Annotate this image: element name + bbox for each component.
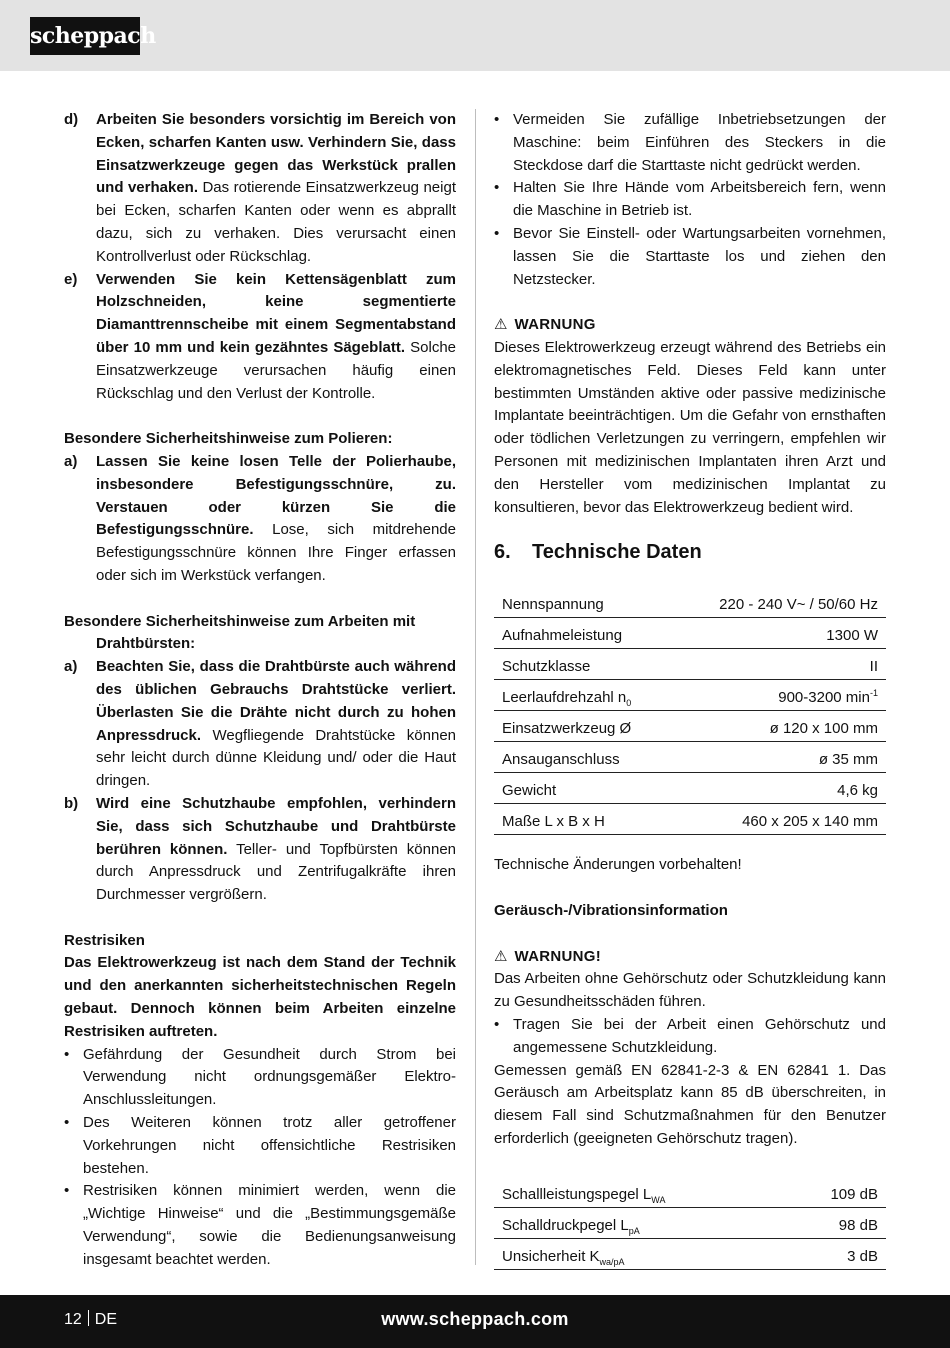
table-cell-label: Gewicht [494, 773, 672, 804]
table-cell-label: Aufnahmeleistung [494, 618, 672, 649]
table-cell-value: 220 - 240 V~ / 50/60 Hz [672, 587, 886, 618]
warning-heading [494, 946, 886, 969]
column-divider [475, 109, 476, 1265]
bullet-text: Des Weiteren können trotz aller getroffener Vorkehrungen nicht offensichtliche Restrisiken bestehen. [83, 1114, 456, 1177]
table-row [494, 618, 886, 649]
section-heading-cont: Drahtbürsten: [96, 635, 196, 653]
table-row [494, 587, 886, 618]
noise-data-table [494, 1177, 886, 1270]
warning-title: WARNUNG! [514, 947, 602, 965]
table-cell-value: 1300 W [672, 618, 886, 649]
language-code: DE [94, 1311, 118, 1328]
table-row [494, 804, 886, 835]
table-cell-label: Einsatzwerkzeug Ø [494, 711, 672, 742]
table-row [494, 711, 886, 742]
table-cell-value: 109 dB [783, 1177, 886, 1208]
table-cell-label: Schutzklasse [494, 649, 672, 680]
table-row [494, 1207, 886, 1238]
page-number-value: 12 [64, 1311, 82, 1328]
list-item [64, 656, 456, 793]
item-text: Lose, sich mitdrehende Befestigungsschnüre können Ihre Finger erfassen oder sich im Werkstück verfangen. [96, 521, 456, 584]
item-label: d) [64, 111, 79, 128]
list-item [494, 177, 886, 223]
list-item [494, 109, 886, 177]
item-text: Wegfliegende Drahtstücke können sehr leicht durch dünne Kleidung und/ oder die Haut dringen. [96, 726, 456, 790]
item-text: Teller- und Topfbürsten können durch Anpressdruck und Zentrifugalkräfte ihren Durchmesser vergrößern. [96, 840, 457, 904]
item-bold-text: Wird eine Schutzhaube empfohlen, verhindern Sie, dass sich Schutzhaube und Drahtbürste berühren können. [96, 794, 456, 858]
table-row [494, 1177, 886, 1208]
bullet-icon: • [494, 179, 500, 197]
section-heading: Besondere Sicherheitshinweise zum Arbeiten mit [64, 612, 416, 630]
item-bold-text: Beachten Sie, dass die Drahtbürste auch während des üblichen Gebrauchs Drahtstücke verliert. Überlasten Sie die Drähte nicht durch zu hohen Anpressdruck. [96, 658, 456, 744]
list-item [64, 1112, 456, 1180]
table-cell-value: 900-3200 $\min^{-1}$ [672, 680, 886, 711]
warning-icon: ⚠ [494, 316, 508, 334]
section-heading: Besondere Sicherheitshinweise zum Polieren: [64, 430, 393, 448]
table-cell-label: Unsicherheit $K_{wa/pA}$ [494, 1238, 783, 1269]
list-item [64, 793, 456, 907]
table-cell-label: Schallleistungspegel $L_{WA}$ [494, 1177, 783, 1208]
table-cell-value: ø 120 x 100 mm [672, 711, 886, 742]
item-label: b) [64, 794, 79, 812]
page-header [0, 0, 950, 71]
list-item [64, 269, 456, 406]
restrisiken-intro: Das Elektrowerkzeug ist nach dem Stand der Technik und den anerkannten sicherheitstechnischen Regeln gebaut. Dennoch können beim Arbeiten einzelne Restrisiken auftreten. [64, 954, 456, 1040]
table-cell-label: Leerlaufdrehzahl $n_0$ [494, 680, 672, 711]
scheppach-logo: scheppach [30, 17, 140, 55]
measurement-text: Gemessen gemäß EN 62841-2-3 & EN 62841 1. Das Geräusch am Arbeitsplatz kann 85 dB überschreiten, in diesem Fall sind Schutzmaßnahmen für den Benutzer erforderlich (geeigneten Gehörschutz tragen). [494, 1061, 886, 1147]
warning-heading [494, 314, 886, 337]
table-cell-value: ø 35 mm [672, 742, 886, 773]
right-column [494, 109, 886, 1270]
section-heading: Restrisiken [64, 931, 145, 949]
warning-text: Das Arbeiten ohne Gehörschutz oder Schutzkleidung kann zu Gesundheitsschäden führen. [494, 970, 886, 1011]
item-label: a) [64, 658, 78, 676]
bullet-icon: • [494, 224, 500, 242]
section-title [494, 539, 886, 565]
page-footer [0, 1295, 950, 1348]
list-item [64, 451, 456, 588]
left-column [64, 109, 456, 1272]
table-cell-value: 460 x 205 x 140 mm [672, 804, 886, 835]
warning-title: WARNUNG [514, 316, 596, 334]
bullet-text: Bevor Sie Einstell- oder Wartungsarbeiten vornehmen, lassen Sie die Starttaste los und ziehen den Netzstecker. [513, 224, 886, 288]
website-link[interactable]: www.scheppach.com [381, 1309, 569, 1329]
list-item [64, 1044, 456, 1112]
table-cell-label: Maße L x B x H [494, 804, 672, 835]
list-item [494, 223, 886, 291]
item-bold-text: Arbeiten Sie besonders vorsichtig im Bereich von Ecken, scharfen Kanten usw. Verhindern Sie, dass Einsatzwerkzeuge gegen das Werkstück prallen und verhaken. [96, 111, 456, 197]
table-cell-label: Schalldruckpegel $L_{pA}$ [494, 1207, 783, 1238]
table-row [494, 742, 886, 773]
table-row [494, 649, 886, 680]
section-number: 6. [494, 541, 511, 564]
bullet-icon: • [494, 1015, 500, 1033]
noise-heading: Geräusch-/Vibrationsinformation [494, 901, 728, 919]
bullet-text: Gefährdung der Gesundheit durch Strom bei Verwendung nicht ordnungsgemäßer Elektro-Anschlussleitungen. [83, 1045, 456, 1109]
item-text: Das rotierende Einsatzwerkzeug neigt bei Ecken, scharfen Kanten oder wenn es abprallt dazu, sich zu verhaken. Dies verursacht einen Kontrollverlust oder Rückschlag. [96, 179, 456, 265]
table-row [494, 680, 886, 711]
bullet-text: Tragen Sie bei der Arbeit einen Gehörschutz und angemessene Schutzkleidung. [513, 1015, 886, 1056]
item-text: Solche Einsatzwerkzeuge verursachen häufig einen Rückschlag und den Verlust der Kontrolle. [96, 338, 456, 402]
table-row [494, 1238, 886, 1269]
table-cell-value: 98 dB [783, 1207, 886, 1238]
list-item [494, 1014, 886, 1060]
table-cell-value: 4,6 kg [672, 773, 886, 804]
table-cell-label: Ansauganschluss [494, 742, 672, 773]
warning-icon: ⚠ [494, 947, 508, 965]
section-title-text: Technische Daten [532, 541, 702, 564]
bullet-text: Restrisiken können minimiert werden, wenn die „Wichtige Hinweise“ und die „Bestimmungsgemäße Verwendung“, sowie die Bedienungsanweisung insgesamt beachtet werden. [83, 1182, 456, 1268]
list-item [64, 1180, 456, 1271]
table-cell-value: 3 dB [783, 1238, 886, 1269]
tech-data-table [494, 587, 886, 835]
item-label: a) [64, 452, 78, 470]
table-row [494, 773, 886, 804]
item-bold-text: Verwenden Sie kein Kettensägenblatt zum Holzschneiden, keine segmentierte Diamanttrennscheibe mit einem Segmentabstand über 10 mm und kein gezähntes Sägeblatt. [96, 270, 456, 356]
table-cell-label: Nennspannung [494, 587, 672, 618]
bullet-icon: • [64, 1114, 70, 1132]
list-item [64, 109, 456, 269]
changes-note: Technische Änderungen vorbehalten! [494, 856, 742, 874]
item-label: e) [64, 270, 78, 288]
bullet-icon: • [64, 1045, 70, 1063]
bullet-text: Vermeiden Sie zufällige Inbetriebsetzungen der Maschine: beim Einführen des Steckers in die Steckdose darf die Starttaste nicht gedrückt werden. [513, 111, 886, 174]
bullet-text: Halten Sie Ihre Hände vom Arbeitsbereich fern, wenn die Maschine in Betrieb ist. [513, 179, 886, 220]
bullet-icon: • [494, 111, 500, 128]
warning-text: Dieses Elektrowerkzeug erzeugt während des Betriebs ein elektromagnetisches Feld. Dieses Feld kann unter bestimmten Umständen aktive oder passive medizinische Implantate beeinträchtigen. Um die Gefahr von ernsthaften oder tödlichen Verletzungen zu verringern, empfehlen wir Personen mit medizinischen Implantaten ihren Arzt und den Hersteller vom medizinischen Implantat zu konsultieren, bevor das Elektrowerkzeug bedient wird. [494, 338, 886, 516]
table-cell-value: II [672, 649, 886, 680]
bullet-icon: • [64, 1182, 70, 1200]
item-bold-text: Lassen Sie keine losen Telle der Polierhaube, insbesondere Befestigungsschnüre, zu. Verstauen oder kürzen Sie die Befestigungsschnüre. [96, 452, 456, 539]
